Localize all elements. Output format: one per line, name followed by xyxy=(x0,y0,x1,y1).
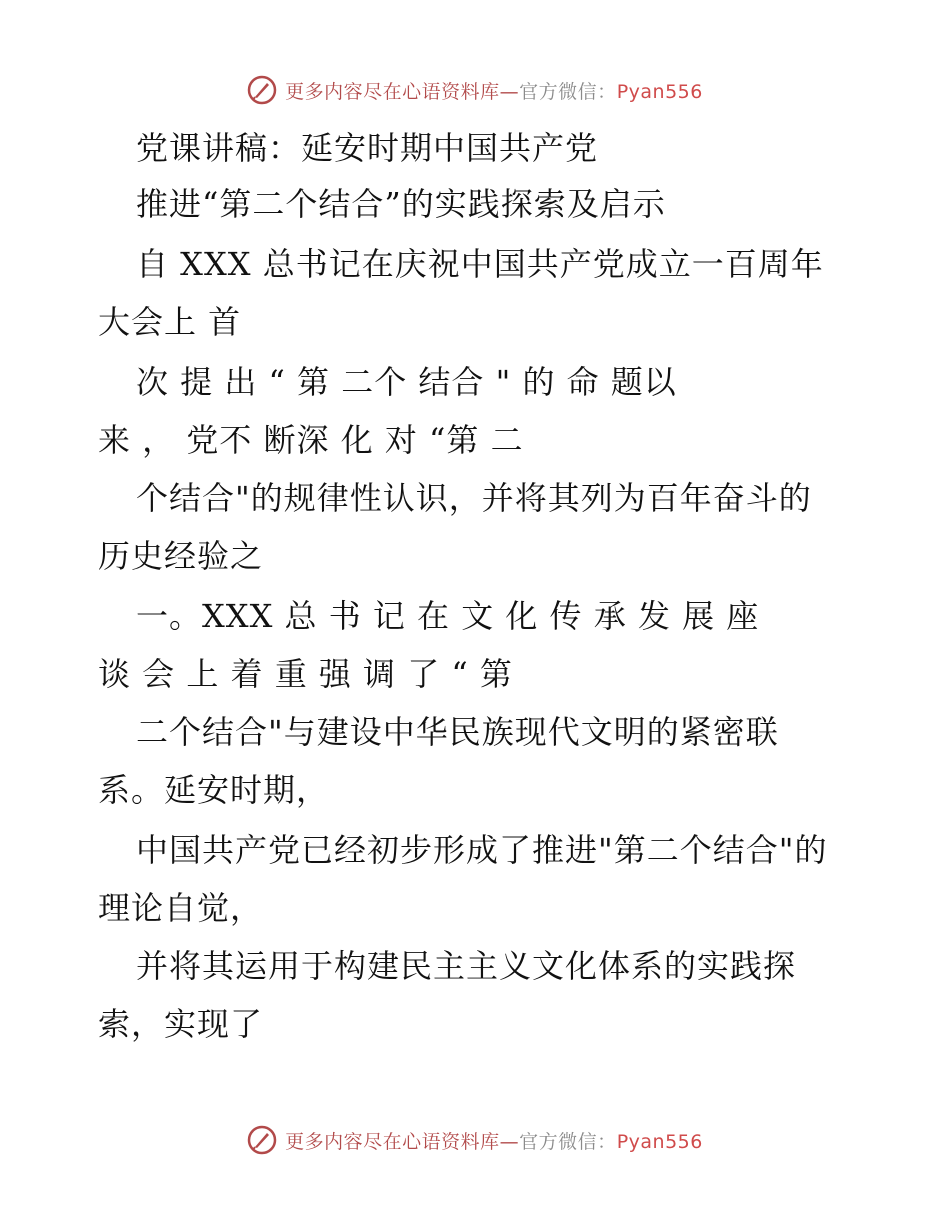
document-line: 自 XXX 总书记在庆祝中国共产党成立一百周年 xyxy=(136,245,824,283)
document-line: 大会上 首 xyxy=(98,303,242,341)
watermark-account: Pyan556 xyxy=(616,80,703,103)
watermark-wechat-label: 官方微信： xyxy=(519,1130,617,1153)
document-line: 系。延安时期， xyxy=(98,771,330,809)
watermark-brand: 更多内容尽在心语资料库 xyxy=(285,1130,500,1153)
document-line: 中国共产党已经初步形成了推进"第二个结合"的 xyxy=(136,831,828,869)
watermark-brand: 更多内容尽在心语资料库 xyxy=(285,80,500,103)
watermark-dash: — xyxy=(499,1130,520,1153)
document-line: 索，实现了 xyxy=(98,1005,264,1043)
footer-watermark xyxy=(0,1120,950,1160)
document-line: 次 提 出 “ 第 二个 结合 " 的 命 题以 xyxy=(136,363,677,401)
document-line: 党课讲稿：延安时期中国共产党 xyxy=(136,129,599,167)
watermark-wechat-label: 官方微信： xyxy=(519,80,617,103)
document-line: 并将其运用于构建民主主义文化体系的实践探 xyxy=(136,947,797,985)
watermark-text xyxy=(285,1127,703,1154)
document-line: 来 ， 党不 断深 化 对 “第 二 xyxy=(98,421,524,459)
watermark-text xyxy=(285,77,703,104)
document-line: 理论自觉， xyxy=(98,889,264,927)
feather-pen-logo-icon xyxy=(247,1125,277,1155)
document-line: 个结合"的规律性认识，并将其列为百年奋斗的 xyxy=(136,479,812,517)
document-line: 一。XXX 总 书 记 在 文 化 传 承 发 展 座 xyxy=(136,597,760,635)
document-line: 推进“第二个结合”的实践探索及启示 xyxy=(136,185,666,223)
document-line: 历史经验之 xyxy=(98,537,264,575)
header-watermark xyxy=(0,70,950,110)
watermark-dash: — xyxy=(499,80,520,103)
feather-pen-logo-icon xyxy=(247,75,277,105)
document-line: 谈 会 上 着 重 强 调 了 “ 第 xyxy=(98,655,513,693)
document-line: 二个结合"与建设中华民族现代文明的紧密联 xyxy=(136,713,779,751)
watermark-account: Pyan556 xyxy=(616,1130,703,1153)
